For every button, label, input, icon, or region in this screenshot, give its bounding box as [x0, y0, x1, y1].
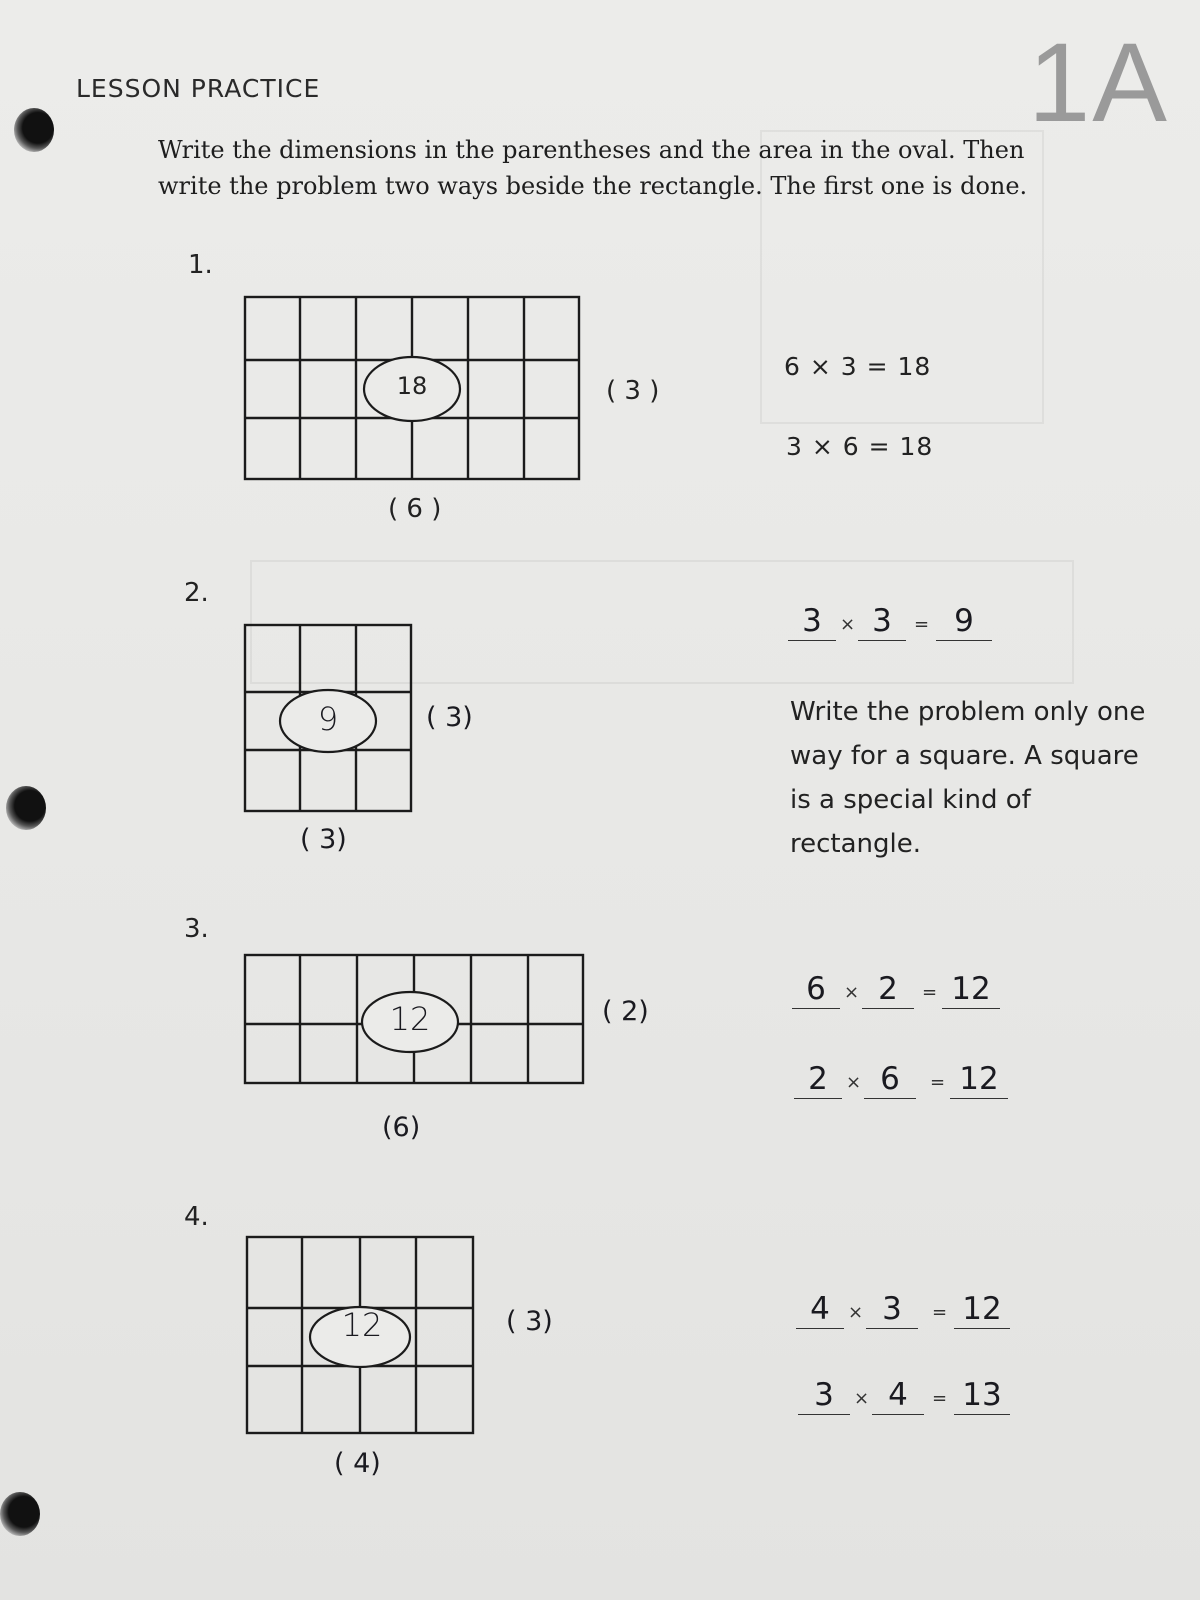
problem-number: 3. [184, 914, 209, 944]
area-oval-value: 9 [317, 700, 339, 738]
product-blank: 13 [954, 1378, 1010, 1415]
factor-a-blank: 3 [788, 604, 836, 641]
bottom-dimension: ( 4) [334, 1448, 381, 1479]
equation-1 [792, 972, 1022, 1012]
side-dimension: ( 3) [426, 702, 473, 733]
instructions-text: Write the dimensions in the parentheses and the area in the oval. Then write the problem two ways beside the rectangle. The first one is done. [158, 136, 1028, 200]
binder-hole-top [14, 108, 54, 152]
side-dimension: ( 3) [506, 1306, 553, 1337]
factor-a-blank: 2 [794, 1062, 842, 1099]
factor-b-blank: 3 [866, 1292, 918, 1329]
equation-1: 6 × 3 = 18 [784, 352, 932, 381]
times-sign: × [846, 1072, 862, 1093]
equation-2: 3 × 6 = 18 [786, 432, 934, 461]
equals-sign: = [930, 1072, 946, 1093]
square-note: Write the problem only one way for a square. A square is a special kind of rectangle. [790, 697, 1146, 859]
times-sign: × [840, 614, 856, 635]
equals-sign: = [922, 982, 938, 1003]
equation-2 [798, 1378, 1028, 1418]
binder-hole-bottom [0, 1492, 40, 1536]
product-blank: 12 [950, 1062, 1008, 1099]
bottom-dimension: ( 6 ) [388, 494, 442, 524]
equals-sign: = [932, 1302, 948, 1323]
factor-b-blank: 3 [858, 604, 906, 641]
problem-number: 1. [188, 250, 213, 280]
problem-number: 2. [184, 578, 209, 608]
equals-sign: = [932, 1388, 948, 1409]
equation-1 [796, 1292, 1026, 1332]
product-blank: 12 [954, 1292, 1010, 1329]
equation-1 [788, 604, 1008, 644]
equation-2 [794, 1062, 1024, 1102]
area-oval-value: 12 [389, 1000, 431, 1038]
factor-b-blank: 4 [872, 1378, 924, 1415]
lesson-label: LESSON PRACTICE [76, 74, 321, 103]
side-dimension: ( 2) [602, 996, 649, 1027]
binder-hole-middle [6, 786, 46, 830]
factor-a-blank: 4 [796, 1292, 844, 1329]
bottom-dimension: ( 3) [300, 824, 347, 855]
factor-b-blank: 2 [862, 972, 914, 1009]
times-sign: × [848, 1302, 864, 1323]
factor-a-blank: 6 [792, 972, 840, 1009]
bottom-dimension: (6) [382, 1112, 421, 1143]
times-sign: × [854, 1388, 870, 1409]
area-oval-value: 12 [341, 1306, 383, 1344]
product-blank: 9 [936, 604, 992, 641]
factor-b-blank: 6 [864, 1062, 916, 1099]
product-blank: 12 [942, 972, 1000, 1009]
problem-number: 4. [184, 1202, 209, 1232]
area-oval-value: 18 [396, 372, 428, 400]
equals-sign: = [914, 614, 930, 635]
factor-a-blank: 3 [798, 1378, 850, 1415]
times-sign: × [844, 982, 860, 1003]
lesson-code: 1A [1028, 20, 1169, 145]
side-dimension: ( 3 ) [606, 376, 660, 406]
